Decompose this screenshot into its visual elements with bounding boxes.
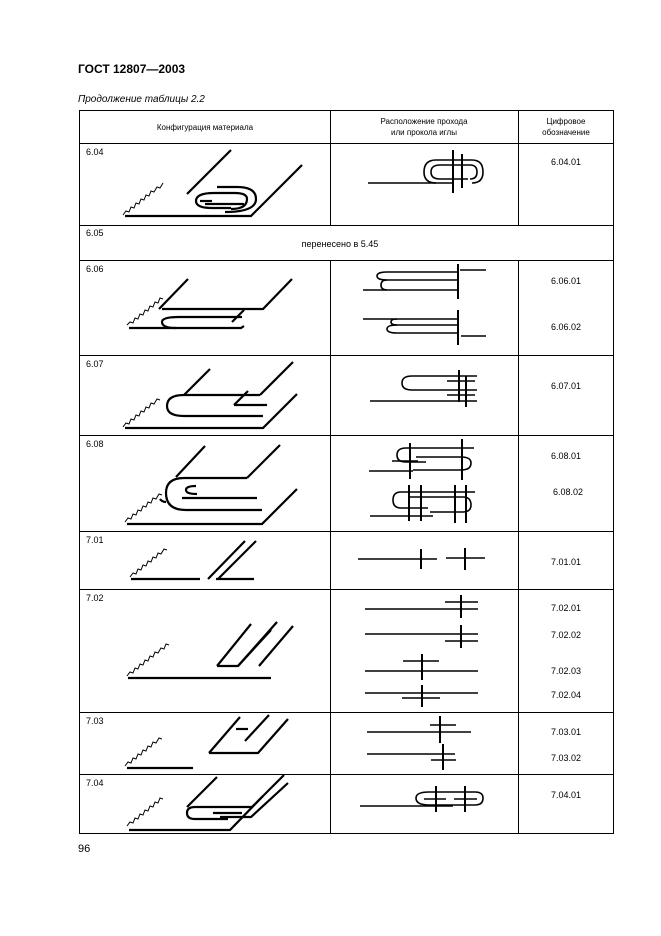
row-code: 7.02	[86, 593, 104, 603]
row-code: 6.04	[86, 147, 104, 157]
designation: 7.02.03	[550, 666, 582, 676]
row-code: 7.03	[86, 716, 104, 726]
table-grid	[80, 111, 614, 834]
designation: 7.02.01	[550, 603, 582, 613]
configuration-diagram-7-01	[130, 541, 256, 579]
designation: 6.06.01	[550, 276, 582, 286]
column-header-needle-line1: Расположение прохода	[380, 117, 468, 126]
designation: 6.04.01	[550, 157, 582, 167]
designation: 7.04.01	[550, 790, 582, 800]
column-header-needle-line2: или прокола иглы	[391, 128, 457, 137]
configuration-diagram-7-03	[125, 715, 288, 768]
needle-diagram-6-08	[369, 439, 475, 523]
column-header-code-line1: Цифровое	[546, 117, 586, 126]
configuration-diagram-6-04	[123, 150, 302, 216]
needle-diagram-7-03	[367, 716, 471, 770]
row-code: 6.08	[86, 439, 104, 449]
row-code: 6.06	[86, 264, 104, 274]
needle-diagram-6-06	[363, 264, 486, 345]
document-header: ГОСТ 12807—2003	[78, 62, 186, 76]
needle-diagram-7-04	[360, 786, 483, 812]
row-code: 6.05	[86, 228, 104, 238]
row-code: 7.04	[86, 778, 104, 788]
column-header-code-line2: обозначение	[542, 128, 590, 137]
row-code: 6.07	[86, 359, 104, 369]
column-header-configuration: Конфигурация материала	[156, 123, 254, 132]
merged-note: перенесено в 5.45	[301, 239, 379, 249]
needle-diagram-7-01	[358, 548, 485, 570]
configuration-diagram-6-07	[123, 362, 297, 428]
page-number: 96	[78, 843, 91, 855]
configuration-diagram-7-02	[127, 622, 293, 678]
needle-diagram-6-07	[370, 370, 477, 407]
designation: 7.02.02	[550, 630, 582, 640]
designation: 7.03.02	[550, 753, 582, 763]
designation: 7.01.01	[550, 557, 582, 567]
designation: 6.06.02	[550, 322, 582, 332]
configuration-diagram-7-04	[127, 775, 288, 830]
table-caption: Продолжение таблицы 2.2	[78, 94, 205, 105]
designation: 6.08.01	[550, 451, 582, 461]
needle-diagram-7-02	[365, 595, 478, 707]
configuration-diagram-6-06	[127, 279, 292, 328]
designation: 6.07.01	[550, 381, 582, 391]
designation: 6.08.02	[552, 487, 584, 497]
designation: 7.02.04	[550, 690, 582, 700]
needle-diagram-6-04	[368, 150, 483, 193]
row-code: 7.01	[86, 535, 104, 545]
designation: 7.03.01	[550, 727, 582, 737]
configuration-diagram-6-08	[125, 445, 297, 524]
